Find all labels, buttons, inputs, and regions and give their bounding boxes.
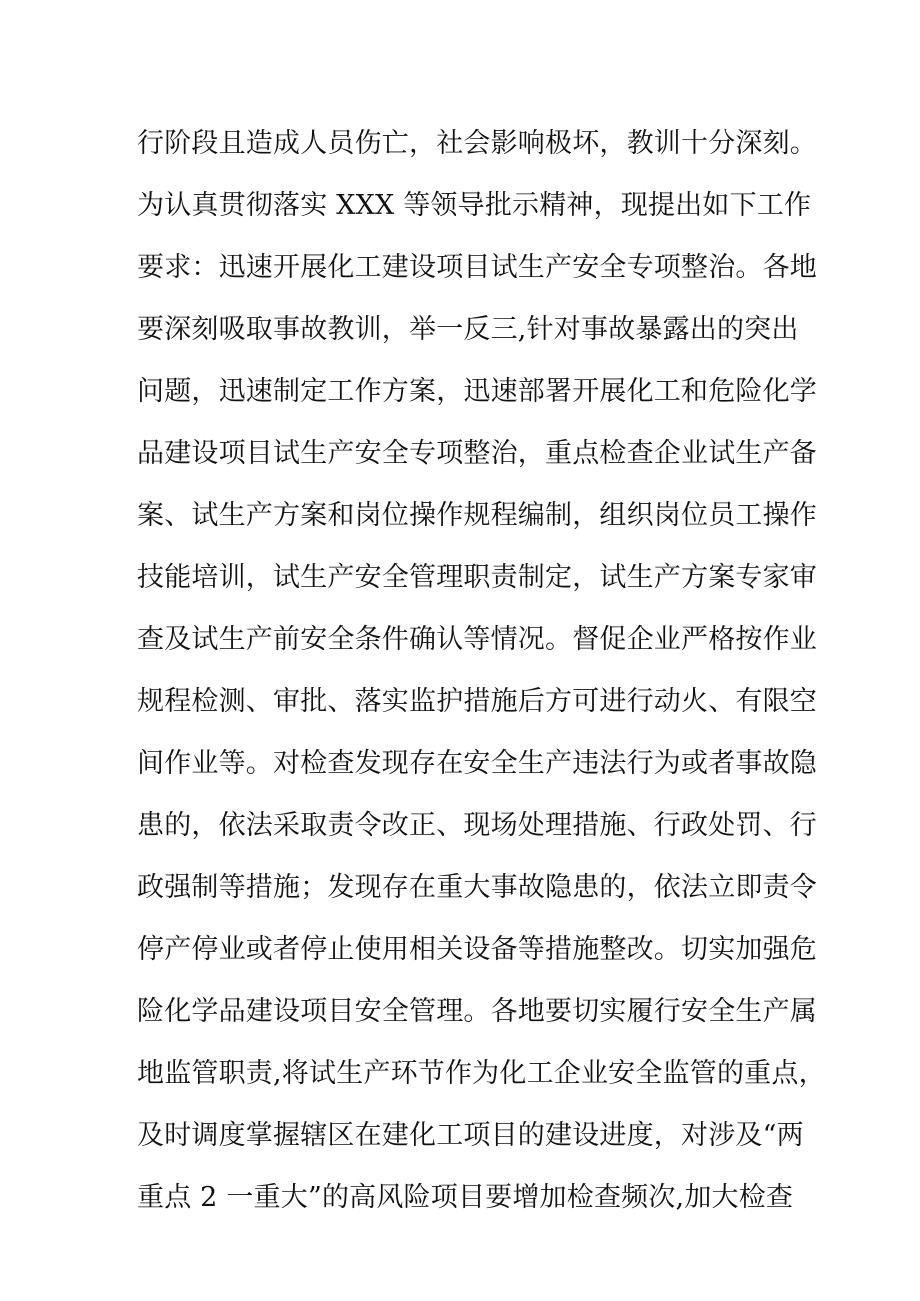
text-line-13: 政强制等措施；发现存在重大事故隐患的，依法立即责令 [137,872,817,903]
text-line-14: 停产停业或者停止使用相关设备等措施整改。切实加强危 [137,934,817,965]
text-line-7: 案、试生产方案和岗位操作规程编制，组织岗位员工操作 [137,500,817,531]
text-line-9: 查及试生产前安全条件确认等情况。督促企业严格按作业 [137,624,817,655]
text-line-4: 要深刻吸取事故教训，举一反三,针对事故暴露出的突出 [137,314,799,345]
text-line-3: 要求：迅速开展化工建设项目试生产安全专项整治。各地 [137,252,817,283]
text-line-5: 问题，迅速制定工作方案，迅速部署开展化工和危险化学 [137,376,817,407]
text-line-10: 规程检测、审批、落实监护措施后方可进行动火、有限空 [137,686,817,717]
text-line-1: 行阶段且造成人员伤亡，社会影响极坏，教训十分深刻。 [137,128,817,159]
body-text [137,121,826,1237]
text-line-17: 及时调度掌握辖区在建化工项目的建设进度，对涉及“两 [137,1120,804,1151]
text-line-15: 险化学品建设项目安全管理。各地要切实履行安全生产属 [137,996,817,1027]
text-line-18: 重点 2 一重大”的高风险项目要增加检查频次,加大检查 [137,1182,794,1213]
text-line-2: 为认真贯彻落实 XXX 等领导批示精神，现提出如下工作 [137,190,812,221]
text-line-11: 间作业等。对检查发现存在安全生产违法行为或者事故隐 [137,748,817,779]
text-line-12: 患的，依法采取责令改正、现场处理措施、行政处罚、行 [137,810,817,841]
text-line-16: 地监管职责,将试生产环节作为化工企业安全监管的重点， [137,1058,826,1089]
text-line-8: 技能培训，试生产安全管理职责制定，试生产方案专家审 [137,562,817,593]
text-line-6: 品建设项目试生产安全专项整治，重点检查企业试生产备 [137,438,817,469]
